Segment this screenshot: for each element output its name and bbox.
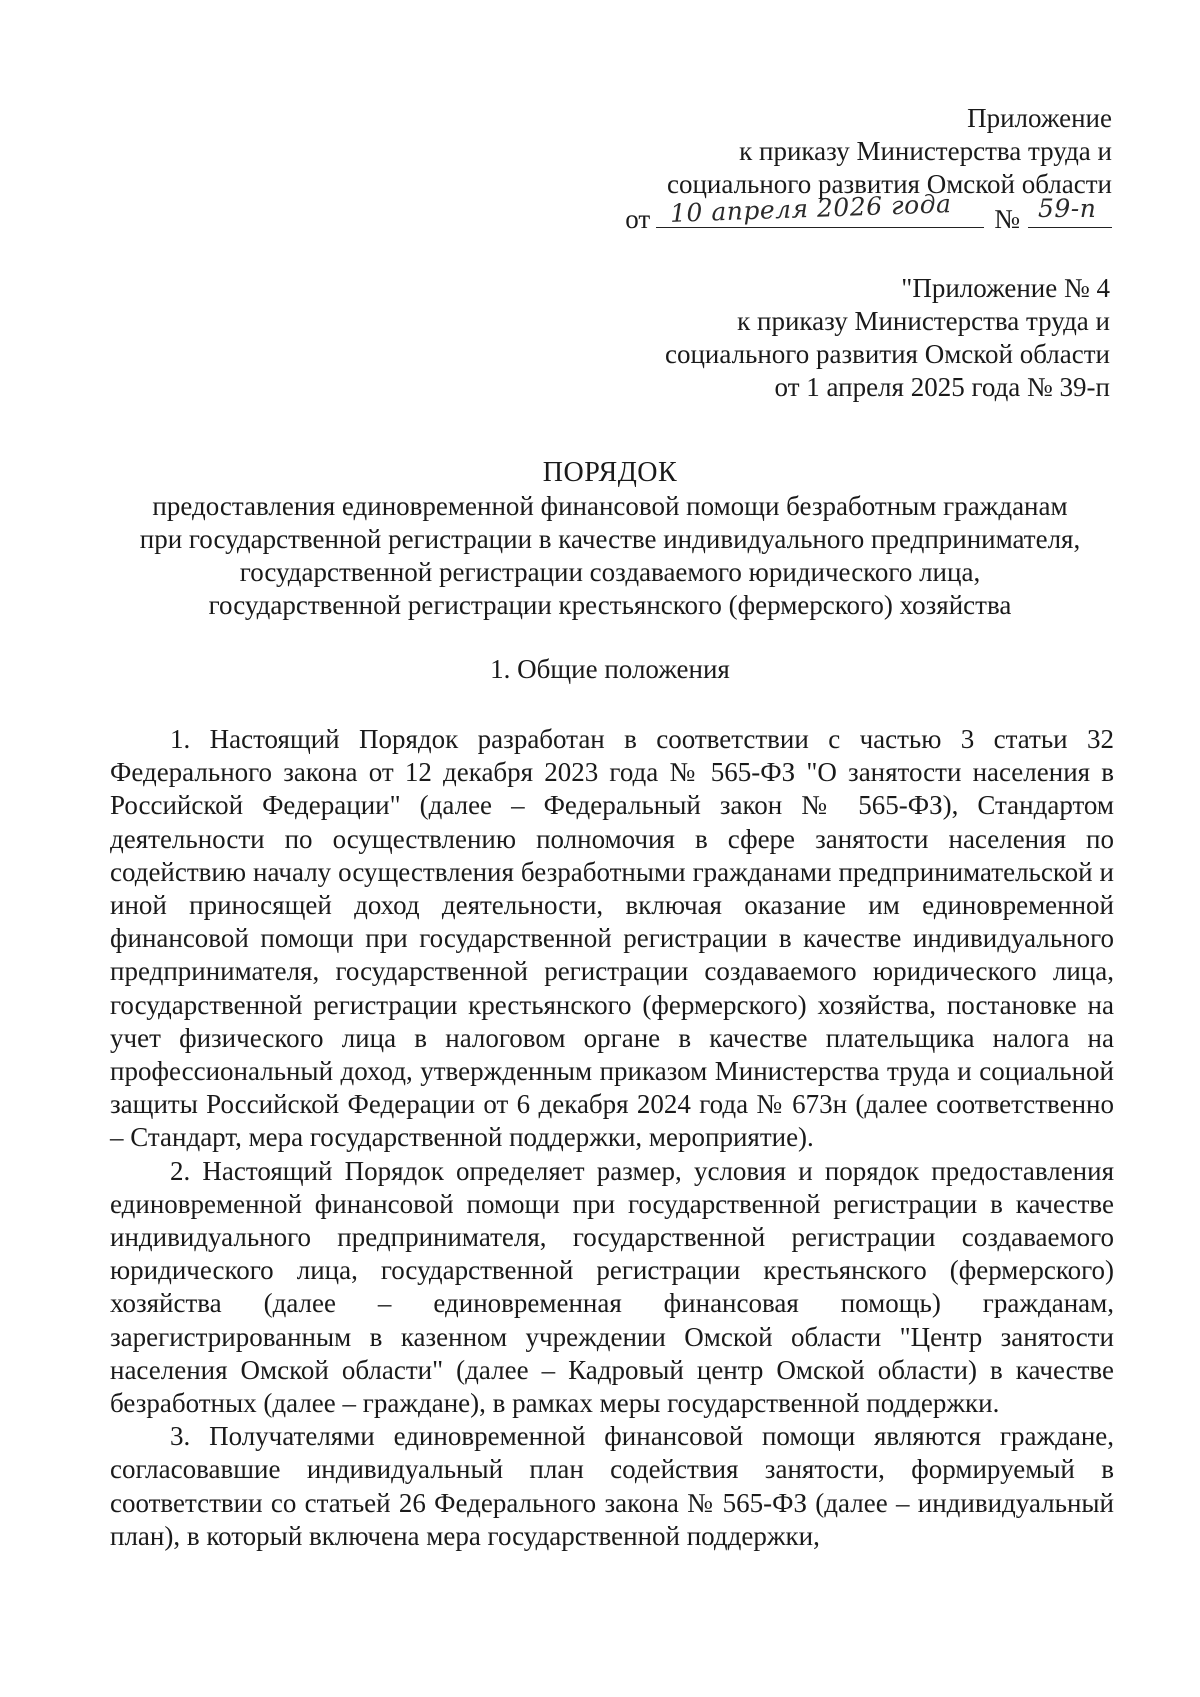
annex-reference	[665, 272, 1110, 404]
header-line-ministry: социального развития Омской области	[666, 169, 1112, 199]
annex-line-title: "Приложение № 4	[901, 273, 1110, 303]
paragraph-1: 1. Настоящий Порядок разработан в соответствии с частью 3 статьи 32 Федерального закона от 12 декабря 2023 года № 565-ФЗ "О занятости населения в Российской Федерации" (далее – Федеральный закон № 565-ФЗ), Стандартом деятельности по осуществлению полномочия в сфере занятости населения по содействию началу осуществления безработными гражданами предпринимательской и иной приносящей доход деятельности, включая оказание им единовременной финансовой помощи при государственной регистрации в качестве индивидуального предпринимателя, государственной регистрации создаваемого юридического лица, государственной регистрации крестьянского (фермерского) хозяйства, постановке на учет физического лица в налоговом органе в качестве плательщика налога на профессиональный доход, утвержденным приказом Министерства труда и социальной защиты Российской Федерации от 6 декабря 2024 года № 673н (далее соответственно – Стандарт, мера государственной поддержки, мероприятие).	[110, 724, 1114, 1153]
header-line-order: к приказу Министерства труда и	[739, 136, 1112, 166]
header-line-appendix: Приложение	[967, 103, 1112, 133]
annex-line-ministry: социального развития Омской области	[664, 339, 1110, 369]
subtitle-line: предоставления единовременной финансовой помощи безработным гражданам	[152, 491, 1068, 521]
annex-line-date: от 1 апреля 2025 года № 39-п	[774, 372, 1110, 402]
from-label: от	[625, 204, 651, 234]
date-signature-line	[656, 189, 984, 228]
header-date-number-line	[625, 189, 1112, 236]
document-body	[110, 723, 1114, 1553]
handwritten-date: 10 апреля 2026 года	[669, 189, 953, 228]
document-title: ПОРЯДОК	[542, 457, 678, 488]
subtitle-line: при государственной регистрации в качестве индивидуального предпринимателя,	[139, 524, 1081, 554]
paragraph-3: 3. Получателями единовременной финансовой помощи являются граждане, согласовавшие индивидуальный план содействия занятости, формируемый в соответствии со статьей 26 Федерального закона № 565-ФЗ (далее – индивидуальный план), в который включена мера государственной поддержки,	[110, 1421, 1114, 1551]
annex-line-order: к приказу Министерства труда и	[737, 306, 1110, 336]
document-subtitle	[100, 490, 1120, 622]
order-header	[625, 102, 1112, 236]
number-label: №	[994, 204, 1020, 234]
paragraph-2: 2. Настоящий Порядок определяет размер, условия и порядок предоставления единовременной финансовой помощи при государственной регистрации в качестве индивидуального предпринимателя, государственной регистрации создаваемого юридического лица, государственной регистрации крестьянского (фермерского) хозяйства (далее – единовременная финансовая помощь) гражданам, зарегистрированным в казенном учреждении Омской области "Центр занятости населения Омской области" (далее – Кадровый центр Омской области) в качестве безработных (далее – граждане), в рамках меры государственной поддержки.	[110, 1155, 1114, 1419]
section-heading: 1. Общие положения	[490, 654, 730, 684]
number-signature-line	[1028, 194, 1112, 228]
handwritten-number: 59-п	[1038, 194, 1097, 223]
document-title-block	[100, 456, 1120, 622]
subtitle-line: государственной регистрации создаваемого юридического лица,	[239, 557, 981, 587]
subtitle-line: государственной регистрации крестьянского (фермерского) хозяйства	[208, 590, 1012, 620]
